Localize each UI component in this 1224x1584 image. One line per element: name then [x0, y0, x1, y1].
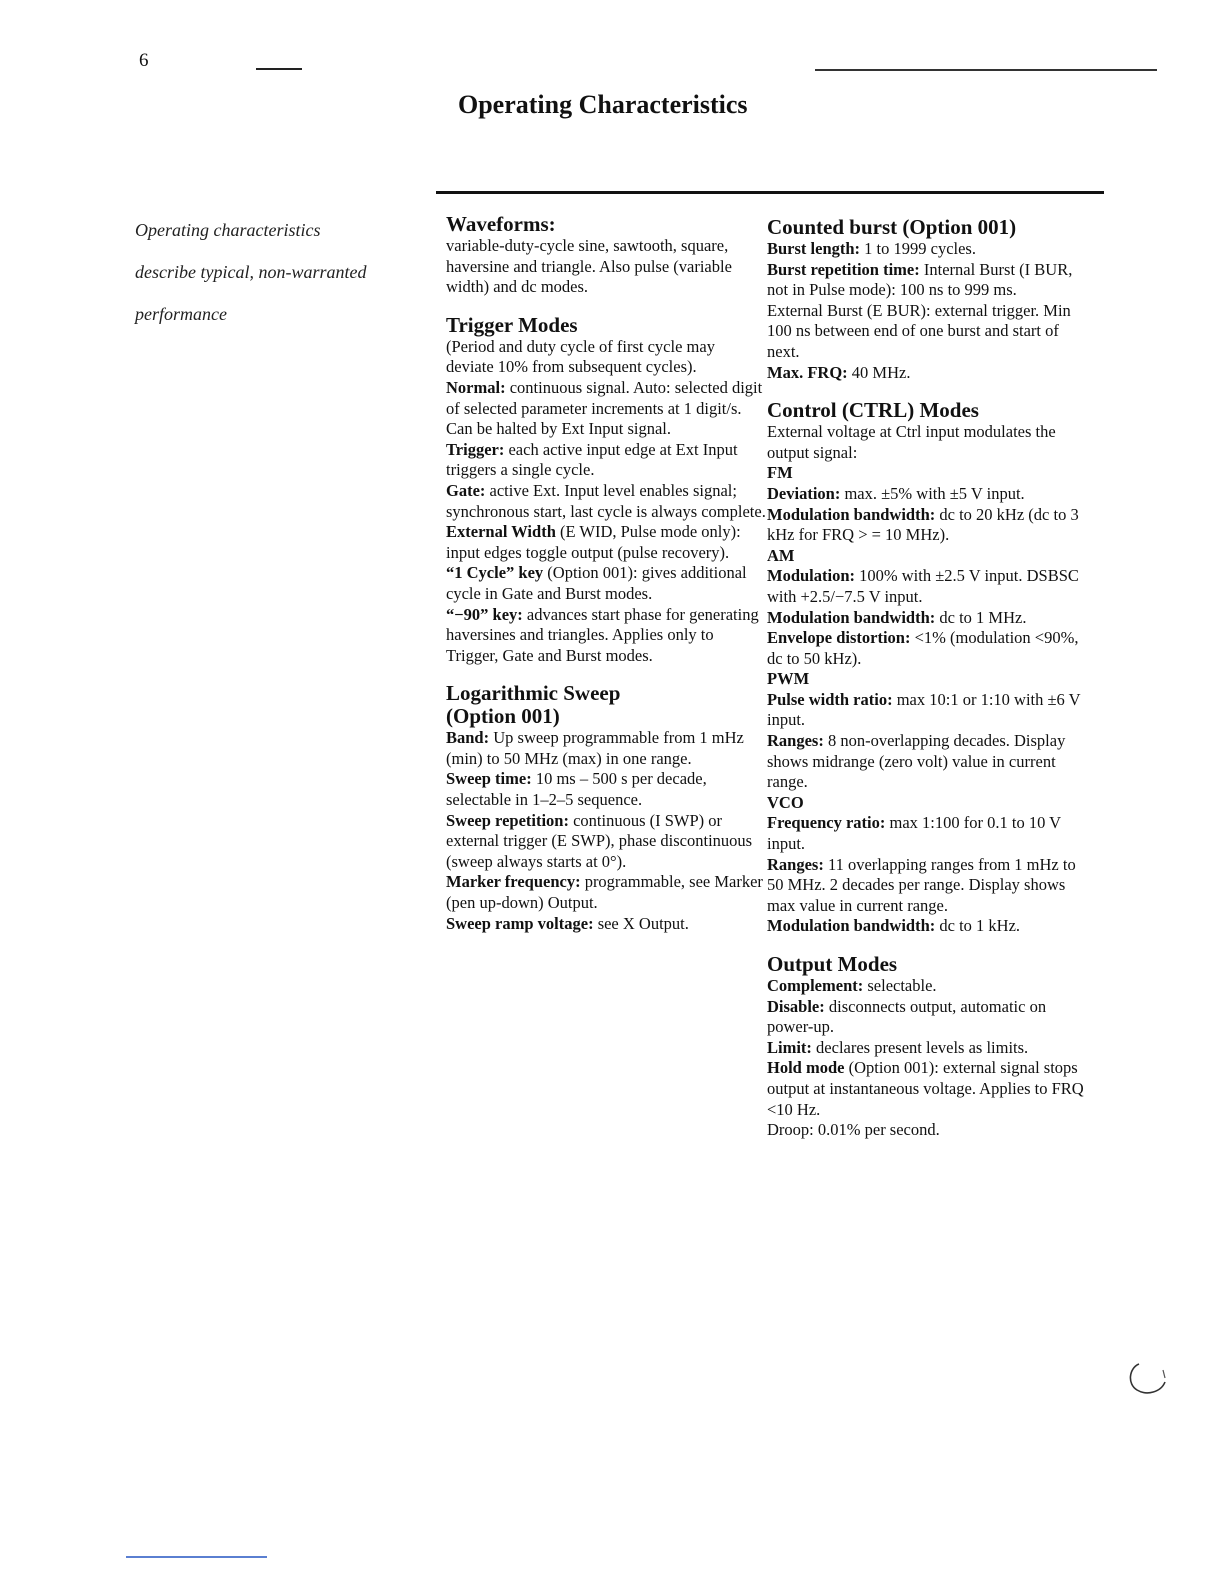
spec-label: Sweep ramp voltage: — [446, 913, 594, 933]
spec-minus90-key — [446, 605, 766, 667]
spec-normal — [446, 378, 766, 440]
spec-hold-mode — [767, 1058, 1087, 1120]
spec-value: dc to 1 MHz. — [935, 607, 1027, 627]
spec-value: dc to 20 kHz (dc to 3 kHz for FRQ > = 10 MHz). — [767, 504, 1079, 545]
spec-value: each active input edge at Ext Input triggers a single cycle. — [446, 439, 738, 480]
spec-value: (E WID, Pulse mode only): input edges toggle output (pulse recovery). — [446, 522, 741, 562]
spec-label: Normal: — [446, 377, 506, 397]
spec-burst-length — [767, 239, 1087, 260]
pwm-subheading — [767, 669, 1087, 690]
spec-label: Modulation bandwidth: — [767, 504, 936, 524]
spec-vco-bandwidth — [767, 916, 1087, 937]
spec-sweep-repetition — [446, 811, 766, 873]
waveforms-heading: Waveforms: — [446, 212, 556, 236]
vco-subheading — [767, 793, 1087, 814]
spec-value: selectable. — [863, 976, 937, 995]
spec-label: Disable: — [767, 996, 825, 1016]
spec-label: Deviation: — [767, 483, 841, 503]
spec-value: 11 overlapping ranges from 1 mHz to 50 MHz. 2 decades per range. Display shows max value in current range. — [767, 854, 1076, 915]
spec-label: Burst repetition time: — [767, 259, 920, 279]
page-title: Operating Characteristics — [458, 90, 748, 119]
spec-label: Modulation bandwidth: — [767, 916, 936, 936]
column-right — [767, 216, 1087, 1141]
spec-fm-deviation — [767, 484, 1087, 505]
spec-value: <1% (modulation <90%, dc to 50 kHz). — [767, 628, 1079, 668]
spec-one-cycle-key — [446, 563, 766, 604]
hole-punch-mark-icon — [1125, 1356, 1169, 1400]
spec-value: dc to 1 kHz. — [935, 916, 1021, 936]
trigger-modes-heading: Trigger Modes — [446, 312, 578, 337]
am-subheading — [767, 546, 1087, 567]
spec-label: Hold mode — [767, 1058, 845, 1078]
header-rule-right — [815, 69, 1157, 71]
subheading-label: FM — [767, 463, 793, 483]
sidebar-note-line: Operating characteristics — [135, 220, 321, 240]
spec-am-envelope — [767, 628, 1087, 669]
spec-label: Modulation: — [767, 566, 856, 586]
spec-limit — [767, 1038, 1087, 1059]
spec-value: active Ext. Input level enables signal; synchronous start, last cycle is always complete. — [446, 480, 766, 521]
spec-label: “1 Cycle” key — [446, 563, 544, 583]
waveforms-text: variable-duty-cycle sine, sawtooth, square, haversine and triangle. Also pulse (variable width) and dc modes. — [446, 236, 732, 297]
footer-rule — [126, 1556, 267, 1558]
spec-value: 100% with ±2.5 V input. DSBSC with +2.5/−7.5 V input. — [767, 566, 1079, 606]
header-rule-left — [256, 68, 302, 70]
control-modes-heading: Control (CTRL) Modes — [767, 398, 979, 423]
spec-value: advances start phase for generating haversines and triangles. Applies only to Trigger, Gate and Burst modes. — [446, 604, 759, 665]
spec-external-width — [446, 522, 766, 563]
spec-value: 40 MHz. — [847, 362, 911, 382]
spec-max-frq — [767, 363, 1087, 384]
spec-label: External Width — [446, 522, 556, 542]
spec-pwm-ratio — [767, 690, 1087, 731]
spec-value: (Option 001): external signal stops output at instantaneous voltage. Applies to FRQ <10 Hz. — [767, 1058, 1084, 1119]
spec-label: Modulation bandwidth: — [767, 607, 936, 627]
spec-label: Envelope distortion: — [767, 628, 911, 648]
spec-vco-ratio — [767, 813, 1087, 854]
spec-value: 8 non-overlapping decades. Display shows midrange (zero volt) value in current range. — [767, 731, 1066, 792]
spec-droop: Droop: 0.01% per second. — [767, 1120, 940, 1140]
counted-burst-heading: Counted burst (Option 001) — [767, 215, 1017, 239]
spec-label: Frequency ratio: — [767, 813, 886, 833]
spec-burst-repetition-time — [767, 260, 1087, 301]
spec-trigger — [446, 440, 766, 481]
log-sweep-heading — [446, 682, 766, 728]
spec-value: disconnects output, automatic on power-up. — [767, 996, 1047, 1037]
spec-label: “−90” key: — [446, 604, 523, 624]
spec-value: (Option 001): gives additional cycle in Gate and Burst modes. — [446, 563, 747, 603]
spec-external-burst: External Burst (E BUR): external trigger. Min 100 ns between end of one burst and start of next. — [767, 300, 1071, 361]
spec-value: 1 to 1999 cycles. — [860, 239, 976, 258]
spec-value: max 1:100 for 0.1 to 10 V input. — [767, 813, 1061, 854]
subheading-label: VCO — [767, 792, 804, 812]
spec-label: Max. FRQ: — [767, 362, 848, 382]
spec-value: declares present levels as limits. — [811, 1037, 1029, 1057]
spec-fm-bandwidth — [767, 505, 1087, 546]
spec-value: max 10:1 or 1:10 with ±6 V input. — [767, 689, 1081, 730]
spec-value: Up sweep programmable from 1 mHz (min) to 50 MHz (max) in one range. — [446, 728, 744, 768]
spec-value: continuous signal. Auto: selected digit of selected parameter increments at 1 digit/s. Can be halted by Ext Input signal. — [446, 377, 763, 439]
spec-value: Internal Burst (I BUR, not in Pulse mode): 100 ns to 999 ms. — [767, 259, 1073, 300]
fm-subheading — [767, 463, 1087, 484]
spec-label: Band: — [446, 728, 490, 748]
title-rule — [436, 191, 1104, 194]
spec-value: programmable, see Marker (pen up-down) Output. — [446, 872, 763, 913]
spec-value: max. ±5% with ±5 V input. — [840, 483, 1025, 503]
spec-label: Pulse width ratio: — [767, 689, 893, 709]
spec-label: Complement: — [767, 976, 864, 995]
spec-label: Burst length: — [767, 239, 861, 258]
spec-vco-ranges — [767, 855, 1087, 917]
spec-label: Sweep time: — [446, 769, 532, 789]
log-sweep-heading-line: (Option 001) — [446, 704, 560, 729]
sidebar-note-line: performance — [135, 304, 227, 324]
spec-value: see X Output. — [593, 913, 689, 933]
output-modes-heading: Output Modes — [767, 952, 898, 976]
spec-band — [446, 728, 766, 769]
spec-marker-frequency — [446, 872, 766, 913]
column-left — [446, 213, 766, 934]
page-number: 6 — [139, 50, 149, 71]
spec-sweep-ramp-voltage — [446, 914, 766, 935]
spec-label: Ranges: — [767, 731, 824, 751]
control-modes-intro: External voltage at Ctrl input modulates the output signal: — [767, 422, 1056, 462]
spec-value: 10 ms – 500 s per decade, selectable in 1–2–5 sequence. — [446, 769, 707, 810]
subheading-label: AM — [767, 545, 795, 565]
spec-pwm-ranges — [767, 731, 1087, 793]
spec-label: Ranges: — [767, 854, 824, 874]
spec-am-modulation — [767, 566, 1087, 607]
subheading-label: PWM — [767, 669, 810, 689]
trigger-modes-intro: (Period and duty cycle of first cycle may deviate 10% from subsequent cycles). — [446, 336, 715, 377]
spec-disable — [767, 997, 1087, 1038]
spec-gate — [446, 481, 766, 522]
spec-sweep-time — [446, 769, 766, 810]
spec-label: Marker frequency: — [446, 872, 581, 892]
spec-label: Trigger: — [446, 439, 505, 459]
spec-label: Limit: — [767, 1037, 812, 1057]
spec-complement — [767, 976, 1087, 997]
sidebar-note — [135, 209, 425, 335]
spec-label: Gate: — [446, 480, 486, 500]
spec-value: continuous (I SWP) or external trigger (E SWP), phase discontinuous (sweep always starts at 0°). — [446, 810, 753, 871]
log-sweep-heading-line: Logarithmic Sweep — [446, 681, 621, 706]
sidebar-note-line: describe typical, non-warranted — [135, 262, 367, 282]
spec-label: Sweep repetition: — [446, 810, 569, 830]
spec-am-bandwidth — [767, 608, 1087, 629]
